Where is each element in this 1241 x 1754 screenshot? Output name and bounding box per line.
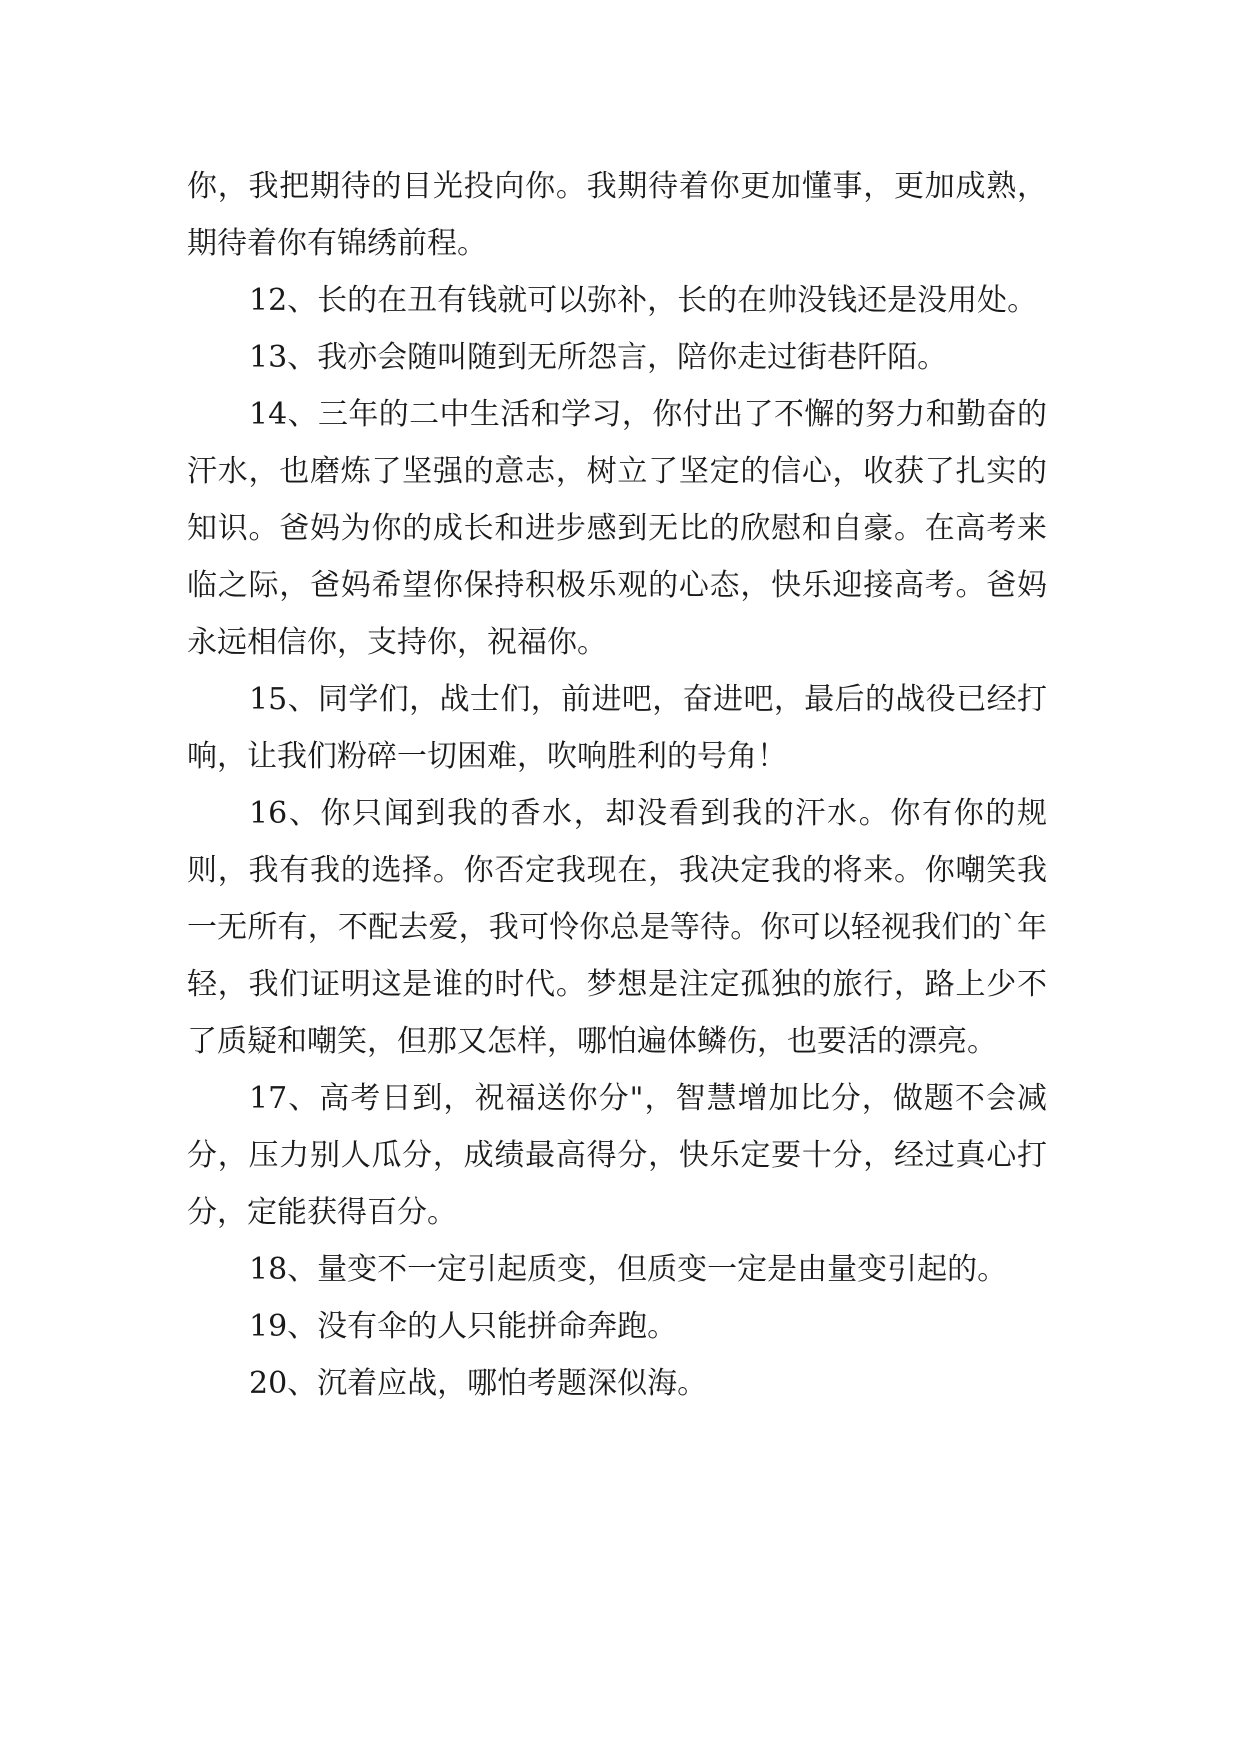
paragraph-item-17: 17、高考日到，祝福送你分"，智慧增加比分，做题不会减分，压力别人瓜分，成绩最高得分，快乐定要十分，经过真心打分，定能获得百分。 [187,1081,1047,1230]
paragraph-item-16: 16、你只闻到我的香水，却没看到我的汗水。你有你的规则，我有我的选择。你否定我现在，我决定我的将来。你嘲笑我一无所有，不配去爱，我可怜你总是等待。你可以轻视我们的`年轻，我们证明这是谁的时代。梦想是注定孤独的旅行，路上少不了质疑和嘲笑，但那又怎样，哪怕遍体鳞伤，也要活的漂亮。 [187,796,1047,1059]
paragraph-item-18: 18、量变不一定引起质变，但质变一定是由量变引起的。 [249,1252,1008,1287]
paragraph-item-14: 14、三年的二中生活和学习，你付出了不懈的努力和勤奋的汗水，也磨炼了坚强的意志，树立了坚定的信心，收获了扎实的知识。爸妈为你的成长和进步感到无比的欣慰和自豪。在高考来临之际，爸妈希望你保持积极乐观的心态，快乐迎接高考。爸妈永远相信你，支持你，祝福你。 [187,397,1047,660]
paragraph-item-13: 13、我亦会随叫随到无所怨言，陪你走过街巷阡陌。 [249,340,948,375]
document-body [187,158,1047,1412]
paragraph-item-15: 15、同学们，战士们，前进吧，奋进吧，最后的战役已经打响，让我们粉碎一切困难，吹响胜利的号角！ [187,682,1047,774]
paragraph-continuation: 你，我把期待的目光投向你。我期待着你更加懂事，更加成熟，期待着你有锦绣前程。 [187,169,1047,261]
paragraph-item-19: 19、没有伞的人只能拼命奔跑。 [249,1309,678,1344]
paragraph-item-20: 20、沉着应战，哪怕考题深似海。 [249,1366,708,1401]
paragraph-item-12: 12、长的在丑有钱就可以弥补，长的在帅没钱还是没用处。 [249,283,1038,318]
